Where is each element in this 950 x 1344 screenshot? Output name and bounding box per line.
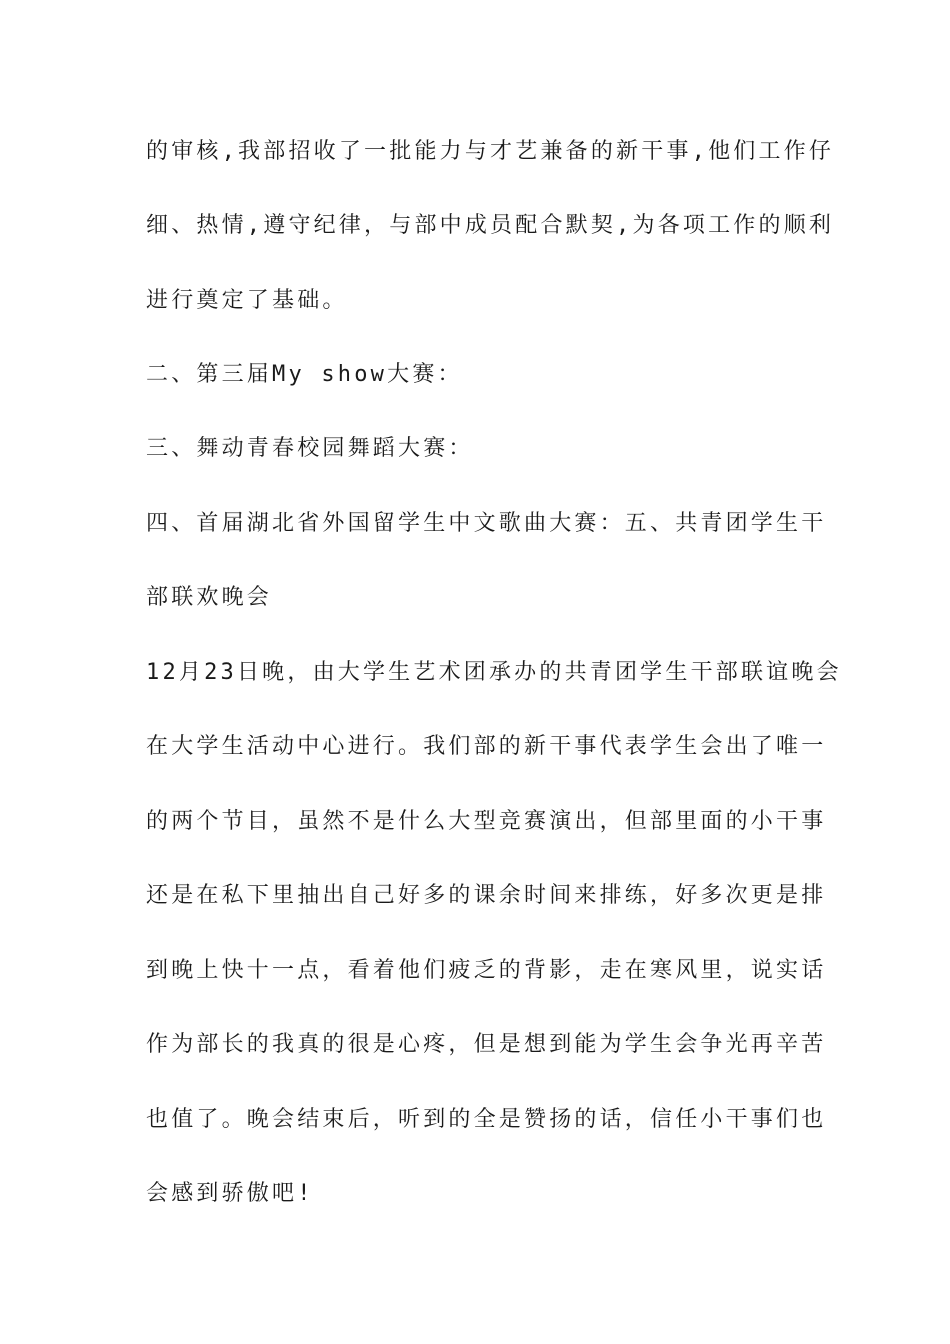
paragraph-line-2: 细、热情,遵守纪律，与部中成员配合默契,为各项工作的顺利 — [146, 213, 835, 238]
section-heading-4-5: 四、首届湖北省外国留学生中文歌曲大赛：五、共青团学生干 — [146, 511, 827, 536]
paragraph-line-3: 进行奠定了基础。 — [146, 288, 348, 313]
paragraph-line-14: 也值了。晚会结束后，听到的全是赞扬的话，信任小干事们也 — [146, 1107, 827, 1132]
paragraph-line-10: 的两个节目，虽然不是什么大型竞赛演出，但部里面的小干事 — [146, 809, 827, 834]
paragraph-line-15: 会感到骄傲吧! — [146, 1181, 314, 1206]
paragraph-line-9: 在大学生活动中心进行。我们部的新干事代表学生会出了唯一 — [146, 734, 827, 759]
paragraph-line-12: 到晚上快十一点，看着他们疲乏的背影，走在寒风里，说实话 — [146, 958, 827, 983]
paragraph-line-1: 的审核,我部招收了一批能力与才艺兼备的新干事,他们工作仔 — [146, 139, 835, 164]
paragraph-line-11: 还是在私下里抽出自己好多的课余时间来排练，好多次更是排 — [146, 883, 827, 908]
paragraph-line-8: 12月23日晚，由大学生艺术团承办的共青团学生干部联谊晚会 — [146, 660, 842, 685]
section-heading-3: 三、舞动青春校园舞蹈大赛： — [146, 436, 474, 461]
paragraph-line-13: 作为部长的我真的很是心疼，但是想到能为学生会争光再辛苦 — [146, 1032, 827, 1057]
section-heading-5-cont: 部联欢晚会 — [146, 585, 273, 610]
section-heading-2: 二、第三届My show大赛： — [146, 362, 463, 387]
